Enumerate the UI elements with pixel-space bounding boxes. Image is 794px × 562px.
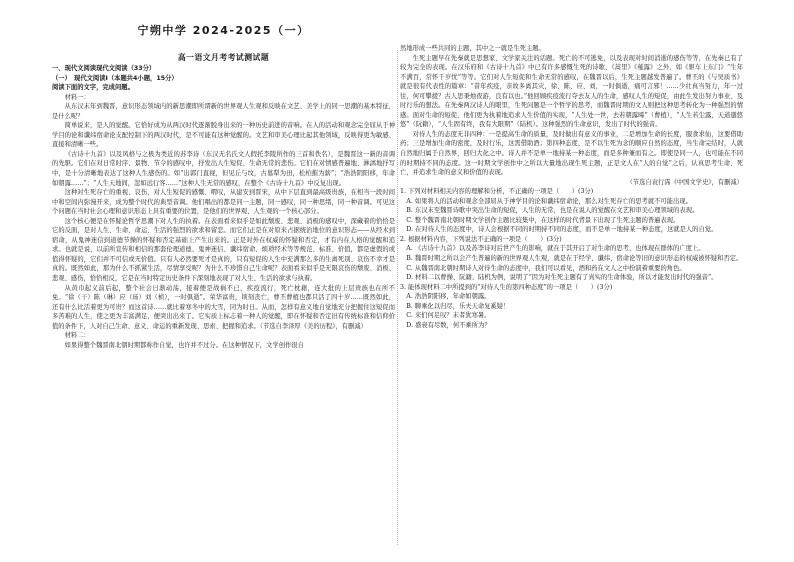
- reading-instruction: 阅读下面的文字，完成问题。: [52, 84, 134, 92]
- column-divider: [397, 50, 398, 545]
- answer-option: C. 来们何足叹？末者犹寒暑。: [406, 312, 491, 320]
- paragraph: 这种对生死存亡的重视、哀伤，对人生短促的感慨、喟叹，从建安到晋宋，从中下层直到最高级贵族，在相当一段时间中和空间内弥漫开来，成为整个时代的典型音调。他们唱出的都是同一主题，同一感叹，同一种思绪，同一种音调。可见这个问题在当时社会心理和意识形态上具有重要的位置，是他们的世界观、人生观的一个核心部分。: [52, 189, 395, 216]
- answer-option: A. 如果将人的活动和观念全部屈从于神学目的论和谶纬宿命论，那么对生死存亡的思考就不可能出现。: [406, 197, 692, 205]
- answer-option: B. 聊乘化以归尽，乐夫天命复奚疑！: [406, 302, 510, 310]
- material-label: 材料二：: [64, 332, 90, 340]
- exam-subtitle: 高一语文月考考试测试题: [177, 53, 270, 62]
- answer-option: D. 材料二以曹操、阮籍、陆机为例，说明了“因为对生死主题有了真实的生命体验，所以才能发出时代的强音”。: [406, 274, 718, 282]
- paragraph: 《古诗十九首》以及风格与之极为类近的苏李诗（东汉无名氏文人假托李陵所作的三首和佚名），是魏晋这一新的音调的先驱。它们在对日常时序、景物、节令的感叹中，抒发出人生短促、生命无常的悲伤。它们在对情感普遍地、淋漓地抒写中，是十分清晰地表达了这种人生感伤的。如“出郭门直视，但见丘与坟，古墓犁为田，松柏摧为薪”；“浩浩阴阳移，年命如朝露……”；“人生天地间，忽如远行客……”这种人生无常的感叹，在整个《古诗十九首》中反复出现。: [52, 150, 395, 187]
- subsection-heading: （一） 现代文阅读Ⅰ（本题共4小题，15分）: [52, 74, 178, 82]
- question: 2. 根据材料内容，下列说法不正确的一项是（ ）(3分): [400, 235, 562, 243]
- answer-option: A. 《古诗十九首》以及苏李诗对后世产生的影响，就在于其开启了对生命的思考，也体现在群体的广度上。: [406, 245, 705, 253]
- paragraph: 对待人生的态度无非四种：一是提高生命的质量，及时做出有意义的事业，二是增加生命的长度，服食求仙，这要借助药；三是增加生命的密度，及时行乐，这需借助酒；第四种态度，是不以生死为念的顺应自然的态度，当生命完结时，人就自然地归属于自然界，回归大化之中。诗人并不是单一地持某一种态度，而是多种兼而有之。即使是同一人，也可能在不同的时期持不同的态度。这一时期文学创作中之所以大量地出现生死主题，正是文人在“人的自觉”之后，认真思考生命、死亡，并追求生命的意义和价值的表现。: [400, 130, 743, 177]
- paragraph: 从黄巾起义前后起，整个社会日渐动荡，接着便是战祸不已，疾疫流行，死亡枕藉，连大批的上层贵族也在所不免。“徐（干）陈（琳）应（玚）刘（桢），一时俱逝”。荣华富贵，顷刻丧亡，曹丕曹植也都只活了四十岁……既然如此，还有什么比活着更为可贵？而这首诗……就比着寒冬中的大雪，同为时日。从而，怎样有意义地自觉地充分把握住这短促而多苦难的人生，使之更为丰富满足，便突出出来了。它实质上标志着一种人的觉醒，即在怀疑和否定旧有传统标准和信仰价值的条件下，人对自己生命、意义、命运的重新发现、思索、把握和追求。（节选自李泽厚《美的历程》，有删减）: [52, 284, 395, 330]
- left-column: [52, 64, 395, 350]
- answer-option: A. 浩浩阴阳移，年命如朝露。: [406, 293, 491, 301]
- paragraph: 然地形成一些共同的主题，其中之一就是生死主题。: [400, 45, 545, 52]
- paragraph: 这个核心便是在怀疑论哲学思潮下对人生的执着。在表面看来似乎是如此颓废、悲观、消极的感叹中，深藏着的恰恰是它的反面，是对人生、生命、命运、生活的强烈的欲求和留恋。而它们正是在对原来占据统治地位的意识形态——从经术到宿命，从鬼神迷信到道德节操的怀疑和否定基础上产生出来的。正是对外在权威的怀疑和否定，才有内在人格的觉醒和追求。也就是说，以前所宣传和相信的那套伦理道德、鬼神迷信、谶纬宿命、烦琐经术等等规范、标准、价值，都是虚假的或值得怀疑的，它们并不可信或无价值。只有人必然要死才是真的，只有短促的人生中充满那么多的生离死别、哀伤不幸才是真的。既然如此，那为什么不抓紧生活，尽情享受呢？为什么不珍惜自己生命呢？表面看来似乎是无限哀伤的颓废、消极、悲观、感伤，恰恰相反，它是在当时特定历史条件下深刻地表现了对人生、生活的欲求与执着。: [52, 217, 395, 283]
- answer-option: C. 整个魏晋南北朝时期文学创作主题比较集中，在这样的时代背景下出现了生死主题的普遍表现。: [406, 216, 680, 224]
- paragraph: 简单说来，是人的觉醒。它恰好成为从两汉时代逐渐脱身出来的一种历史前进的音响。在人的活动和观念完全屈从于神学目的论和谶纬宿命论支配控制下的两汉时代，是不可能有这种觉醒的。文艺和审美心理比起其他领域，反映得更为敏感、直接和清晰一些。: [52, 122, 395, 149]
- paragraph: 从东汉末年到魏晋，意识形态领域内的新思潮即所谓新的世界观人生观和反映在文艺、美学上的同一思潮的基本特征，是什么呢？: [52, 103, 395, 120]
- section-heading: 一、现代文阅读现代文阅读（33分）: [52, 65, 156, 72]
- exam-title: 宁朔中学 2024-2025（一）: [137, 24, 310, 37]
- right-column: [400, 44, 743, 330]
- answer-option: D. 在对待人生的态度中，诗人会根据不同的时期持不同的态度，而不是单一地持某一种态度，这就是人的自觉。: [406, 226, 718, 234]
- answer-option: C. 从魏晋南北朝时期诗人对待生命的态度中，我们可以看见，酒和药在文人之中扮演着重要的角色。: [406, 264, 686, 272]
- answer-option: B. 东汉末至魏晋诗歌中突出生命的短促，人生的无常，也是在说人的觉醒在文艺和审美心理领域的表现。: [406, 207, 699, 215]
- answer-option: D. 盛衰有尽数，何不乘所为？: [406, 321, 491, 329]
- answer-option: B. 魏晋时期之所以会产生普遍的新的世界观人生观，就是在于经学、谶纬、宿命论等旧的意识形态的权威被怀疑和否定。: [406, 255, 743, 263]
- material-label: 材料一：: [64, 93, 90, 101]
- paragraph: 生死主题早在先秦就是思想家、文学家关注的话题。死亡的不可逃免，以及表现对时间消逝的感伤等等，在先秦已有了较为完全的表现。在汉乐府和《古诗十九首》中已有许多感慨生死的诗歌，《蒿里》《薤露》之外，如《驱车上东门》“生年不满百，常怀千岁忧”等等。它们对人生短促和生命无常的感叹，在魏晋以后，生死主题越发普遍了。曹丕的《与吴质书》就是很有代表性的篇章：“昔年疾疫，亲故多离其灾，徐、陈、应、刘，一时俱逝，痛可言邪！……少壮真当努力，年一过往，何可攀援？古人思秉烛夜游，良有以也。”他回顾疾疫流行夺去友人的生命，感叹人生的短促，由此生发出努力事业、及时行乐的想法。在先秦两汉诗人的眼里，生死问题是一个哲学的思考，而魏晋时期的文人则把这种思考转化为一种强烈的情感。面对生命的短促，他们更为执着地追求人生价值的实现，“人生处一世，去若朝露晞”（曹植），“人生若尘露，天道邈悠悠”（阮籍），“人生固有终，我有大限期”（陆机）。这种强烈的生命意识，发出了时代的强音。: [400, 54, 743, 129]
- question: 3. 能体现材料二中所提到的“对待人生的第四种态度”的一项是（ ）(3分): [400, 283, 613, 291]
- paragraph: 如果得整个魏晋南北朝时期都称作自觉，也许并不过分。在这种情况下，文学创作很自: [64, 341, 304, 349]
- source-citation: （节选自袁行霈《中国文学史》，有删减）: [626, 178, 743, 186]
- question: 1. 下列对材料相关内容的理解和分析，不正确的一项是（ ）(3分): [400, 188, 594, 196]
